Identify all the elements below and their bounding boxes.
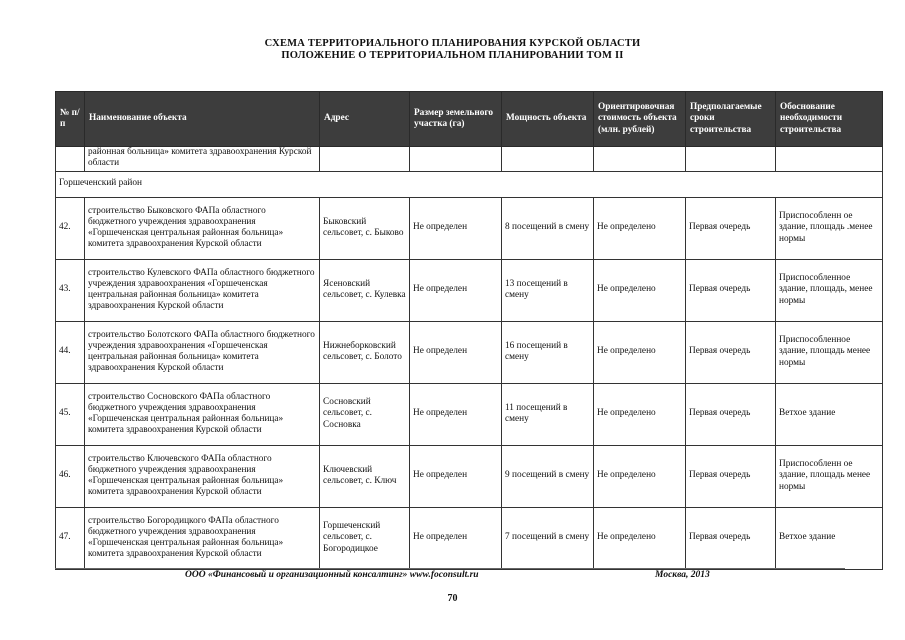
table-row <box>56 259 883 321</box>
cell-reason: Приспособленное здание, площадь менее нормы <box>776 321 883 383</box>
cell-area: Не определен <box>410 383 502 445</box>
cell-area: Не определен <box>410 321 502 383</box>
table-row <box>56 383 883 445</box>
page-number: 70 <box>447 593 458 604</box>
cell-address: Ключевский сельсовет, с. Ключ <box>320 445 410 507</box>
footer-company: ООО «Финансовый и организационный консалтинг» www.foconsult.ru <box>185 570 479 580</box>
cell-cost: Не определено <box>594 197 686 259</box>
cell-address: Сосновский сельсовет, с. Сосновка <box>320 383 410 445</box>
col-header-name: Наименование объекта <box>85 92 320 147</box>
table-row <box>56 321 883 383</box>
continuation-row <box>56 147 883 172</box>
cell-name: строительство Сосновского ФАПа областного бюджетного учреждения здравоохранения «Горшеченская центральная районная больница» комитета здравоохранения Курской области <box>85 383 320 445</box>
cell-area: Не определен <box>410 259 502 321</box>
cell-capacity: 8 посещений в смену <box>502 197 594 259</box>
cell-cost: Не определено <box>594 259 686 321</box>
cell-term: Первая очередь <box>686 507 776 569</box>
table-header-row <box>56 92 883 147</box>
cell-empty <box>776 147 883 172</box>
cell-term: Первая очередь <box>686 383 776 445</box>
col-header-cost: Ориентировочная стоимость объекта (млн. рублей) <box>594 92 686 147</box>
cell-num: 43. <box>56 259 85 321</box>
col-header-address: Адрес <box>320 92 410 147</box>
cell-reason: Ветхое здание <box>776 507 883 569</box>
cell-term: Первая очередь <box>686 321 776 383</box>
cell-capacity: 9 посещений в смену <box>502 445 594 507</box>
col-header-area: Размер земельного участка (га) <box>410 92 502 147</box>
header-title: СХЕМА ТЕРРИТОРИАЛЬНОГО ПЛАНИРОВАНИЯ КУРСКОЙ ОБЛАСТИ <box>264 38 641 49</box>
cell-name: районная больница» комитета здравоохранения Курской области <box>85 147 320 172</box>
cell-address: Нижнеборковский сельсовет, с. Болото <box>320 321 410 383</box>
cell-empty <box>320 147 410 172</box>
cell-num: 45. <box>56 383 85 445</box>
district-name: Горшеченский район <box>56 171 883 197</box>
cell-name: строительство Кулевского ФАПа областного бюджетного учреждения здравоохранения «Горшеченская центральная районная больница» комитета здравоохранения Курской области <box>85 259 320 321</box>
cell-empty <box>502 147 594 172</box>
cell-address: Быковский сельсовет, с. Быково <box>320 197 410 259</box>
cell-term: Первая очередь <box>686 197 776 259</box>
cell-num: 42. <box>56 197 85 259</box>
cell-cost: Не определено <box>594 321 686 383</box>
footer-divider <box>55 568 845 569</box>
district-row <box>56 171 883 197</box>
table-row <box>56 445 883 507</box>
document-header <box>0 38 905 62</box>
cell-name: строительство Богородицкого ФАПа областного бюджетного учреждения здравоохранения «Горшеченская центральная районная больница» комитета здравоохранения Курской области <box>85 507 320 569</box>
cell-area: Не определен <box>410 197 502 259</box>
cell-cost: Не определено <box>594 507 686 569</box>
cell-empty <box>410 147 502 172</box>
cell-capacity: 13 посещений в смену <box>502 259 594 321</box>
cell-reason: Приспособленное здание, площадь, менее нормы <box>776 259 883 321</box>
header-subtitle: ПОЛОЖЕНИЕ О ТЕРРИТОРИАЛЬНОМ ПЛАНИРОВАНИИ ТОМ II <box>281 50 624 61</box>
cell-area: Не определен <box>410 445 502 507</box>
cell-address: Ясеновский сельсовет, с. Кулевка <box>320 259 410 321</box>
cell-term: Первая очередь <box>686 445 776 507</box>
cell-empty <box>686 147 776 172</box>
table-row <box>56 197 883 259</box>
cell-capacity: 16 посещений в смену <box>502 321 594 383</box>
cell-reason: Приспособленн ое здание, площадь .менее нормы <box>776 197 883 259</box>
cell-address: Горшеченский сельсовет, с. Богородицкое <box>320 507 410 569</box>
cell-num: 44. <box>56 321 85 383</box>
cell-name: строительство Болотского ФАПа областного бюджетного учреждения здравоохранения «Горшеченская центральная районная больница» комитета здравоохранения Курской области <box>85 321 320 383</box>
cell-capacity: 7 посещений в смену <box>502 507 594 569</box>
cell-cost: Не определено <box>594 383 686 445</box>
cell-num: 46. <box>56 445 85 507</box>
cell-name: строительство Ключевского ФАПа областного бюджетного учреждения здравоохранения «Горшеченская центральная районная больница» комитета здравоохранения Курской области <box>85 445 320 507</box>
col-header-term: Предполагаемые сроки строительства <box>686 92 776 147</box>
cell-area: Не определен <box>410 507 502 569</box>
table-row <box>56 507 883 569</box>
cell-capacity: 11 посещений в смену <box>502 383 594 445</box>
cell-num: 47. <box>56 507 85 569</box>
cell-empty <box>56 147 85 172</box>
cell-reason: Приспособленн ое здание, площадь менее нормы <box>776 445 883 507</box>
footer-city-year: Москва, 2013 <box>655 570 710 580</box>
col-header-capacity: Мощность объекта <box>502 92 594 147</box>
cell-term: Первая очередь <box>686 259 776 321</box>
col-header-reason: Обоснование необходимости строительства <box>776 92 883 147</box>
cell-cost: Не определено <box>594 445 686 507</box>
cell-name: строительство Быковского ФАПа областного бюджетного учреждения здравоохранения «Горшеченская центральная районная больница» комитета здравоохранения Курской области <box>85 197 320 259</box>
cell-empty <box>594 147 686 172</box>
col-header-num: № п/п <box>56 92 85 147</box>
cell-reason: Ветхое здание <box>776 383 883 445</box>
objects-table <box>55 91 883 570</box>
